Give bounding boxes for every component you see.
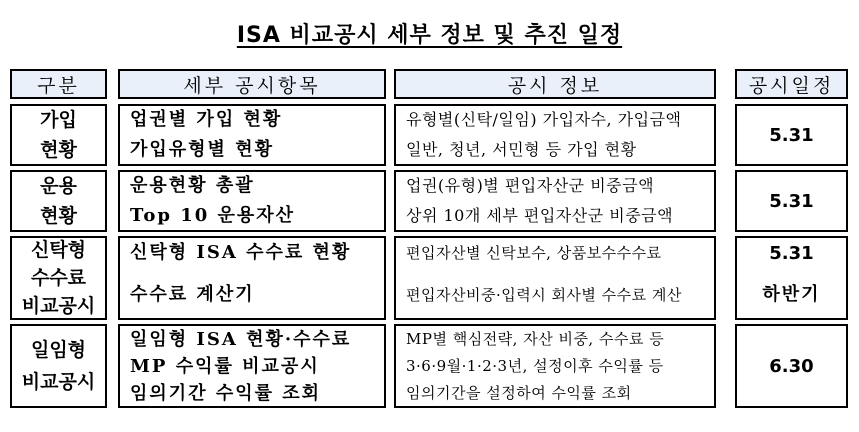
item-line: 가입유형별 현황	[130, 139, 274, 160]
header-info: 공시 정보	[394, 69, 716, 99]
info-cell	[394, 324, 716, 408]
info-cell	[394, 104, 716, 166]
info-line: 편입자산비중·입력시 회사별 수수료 계산	[406, 286, 682, 304]
info-line: 유형별(신탁/일임) 가입자수, 가입금액	[406, 110, 682, 129]
info-cell	[394, 236, 716, 320]
item-cell	[118, 236, 386, 320]
schedule-value: 하반기	[762, 284, 821, 305]
category-line: 일임형	[30, 339, 87, 361]
category-cell	[10, 324, 107, 408]
item-line: 운용현황 총괄	[130, 175, 255, 196]
item-line: MP 수익률 비교공시	[130, 355, 320, 377]
category-cell	[10, 236, 107, 320]
info-line: 편입자산별 신탁보수, 상품보수수수료	[406, 244, 662, 262]
item-cell	[118, 324, 386, 408]
info-line: 상위 10개 세부 편입자산군 비중금액	[406, 206, 674, 225]
category-line: 운용	[40, 175, 77, 197]
item-line: 업권별 가입 현황	[130, 109, 283, 130]
item-line: 수수료 계산기	[130, 284, 255, 305]
info-cell	[394, 170, 716, 232]
info-line: 일반, 청년, 서민형 등 가입 현황	[406, 140, 637, 159]
item-line: 일임형 ISA 현황·수수료	[130, 328, 352, 350]
schedule-value: 5.31	[769, 242, 814, 264]
item-cell	[118, 170, 386, 232]
category-line: 현황	[40, 205, 77, 227]
schedule-cell: 5.31	[735, 104, 848, 166]
category-line: 신탁형	[30, 239, 87, 261]
info-line: MP별 핵심전략, 자산 비중, 수수료 등	[406, 329, 665, 348]
info-line: 임의기간을 설정하여 수익률 조회	[406, 383, 632, 402]
category-cell	[10, 104, 107, 166]
header-schedule: 공시일정	[735, 69, 848, 99]
schedule-cell	[735, 236, 848, 320]
item-line: 임의기간 수익률 조회	[130, 382, 322, 404]
category-cell	[10, 170, 107, 232]
header-category: 구분	[10, 69, 107, 99]
header-item: 세부 공시항목	[118, 69, 386, 99]
info-line: 3·6·9월·1·2·3년, 설정이후 수익률 등	[406, 356, 664, 375]
schedule-cell: 5.31	[735, 170, 848, 232]
item-cell	[118, 104, 386, 166]
item-line: 신탁형 ISA 수수료 현황	[130, 242, 352, 263]
schedule-cell: 6.30	[735, 324, 848, 408]
info-line: 업권(유형)별 편입자산군 비중금액	[406, 176, 655, 195]
category-line: 비교공시	[21, 295, 96, 317]
item-line: Top 10 운용자산	[130, 205, 296, 226]
category-line: 가입	[40, 109, 77, 131]
category-line: 현황	[40, 139, 77, 161]
category-line: 수수료	[30, 267, 87, 289]
category-line: 비교공시	[21, 371, 96, 393]
page-title: ISA 비교공시 세부 정보 및 추진 일정	[236, 23, 623, 48]
